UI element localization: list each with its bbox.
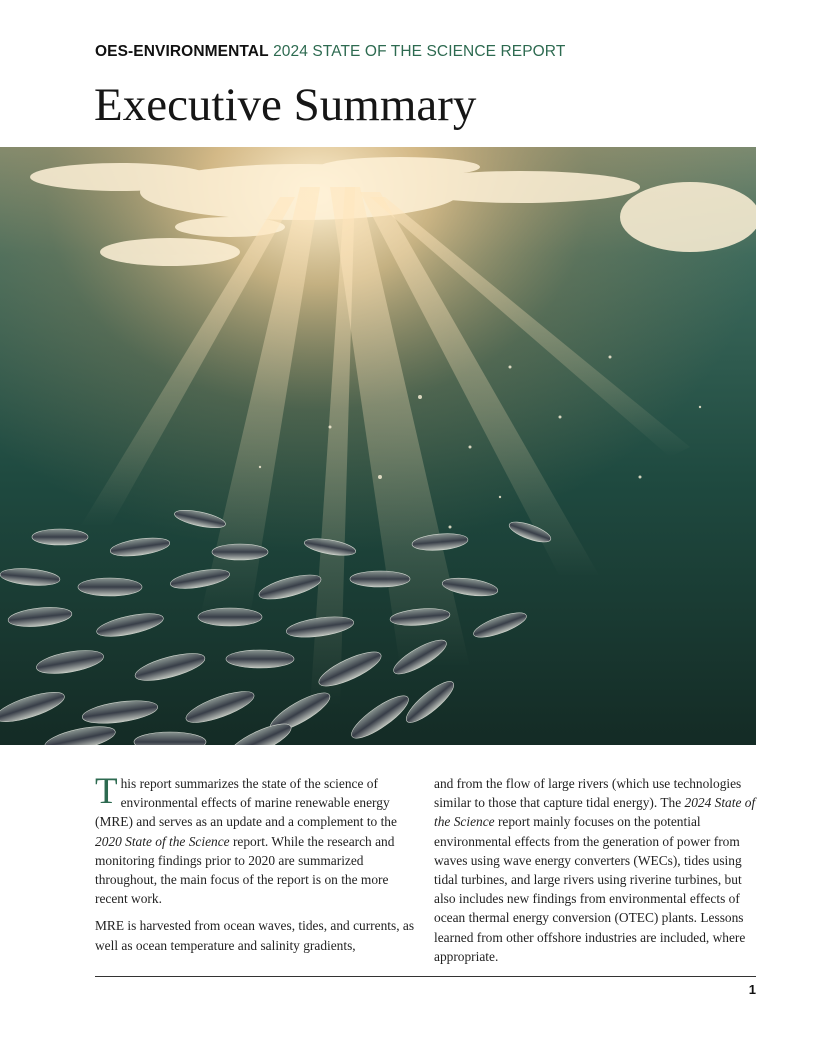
page-title: Executive Summary	[94, 79, 477, 131]
hero-image	[0, 147, 756, 745]
page-number: 1	[748, 982, 756, 997]
body-paragraph	[434, 774, 756, 966]
report-kicker	[95, 43, 565, 61]
report-name: 2024 STATE OF THE SCIENCE REPORT	[273, 43, 566, 60]
text-run: his report summarizes the state of the science of environmental effects of marine renewable energy (MRE) and serves as an update and a complement to the	[95, 776, 397, 830]
text-run: report mainly focuses on the potential environmental effects from the generation of power from waves using wave energy converters (WECs), tides using tidal turbines, and large rivers using riverine turbines, but also includes new findings from environmental effects of ocean thermal energy conversion (OTEC) plants. Lessons learned from other offshore industries are included, where appropriate.	[434, 814, 746, 964]
body-column-left	[95, 771, 417, 963]
body-column-right	[434, 774, 756, 974]
underwater-fish-photo-icon	[0, 147, 756, 745]
text-run: report. While the research and monitoring findings prior to 2020 are summarized throughout, the main focus of the report is on the more recent work.	[95, 833, 395, 907]
body-paragraph	[95, 771, 417, 908]
text-run: and from the flow of large rivers (which use technologies similar to those that capture tidal energy). The	[434, 776, 742, 811]
drop-cap: T	[95, 771, 118, 812]
footer-rule	[95, 976, 756, 977]
organization-name: OES-ENVIRONMENTAL	[95, 43, 269, 60]
report-title-italic: 2020 State of the Science	[95, 833, 230, 849]
body-paragraph: MRE is harvested from ocean waves, tides, and currents, as well as ocean temperature and salinity gradients,	[95, 918, 415, 953]
report-title-italic: 2024 State of the Science	[434, 795, 756, 830]
